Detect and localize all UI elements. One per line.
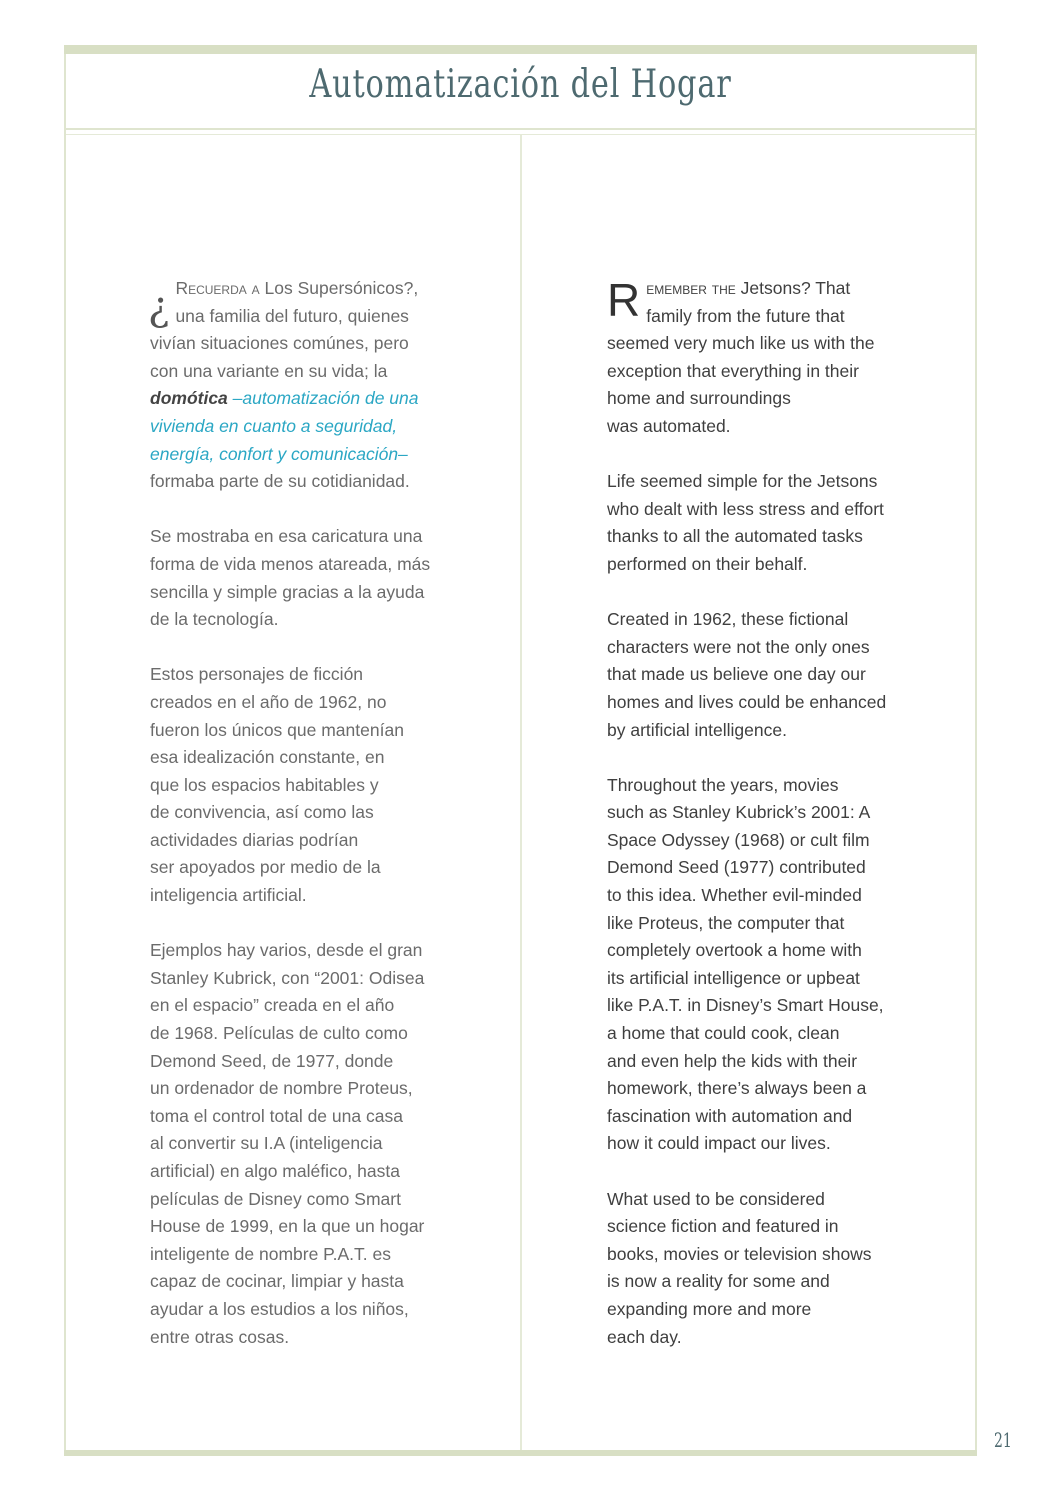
text-line: formaba parte de su cotidianidad. [150,471,410,492]
english-paragraph-5 [607,1186,907,1352]
english-paragraph-3 [607,606,907,744]
title-rule [66,128,975,130]
frame-right-border [975,54,977,1450]
text-line: artificial) en algo maléfico, hasta [150,1161,400,1181]
english-column [607,275,907,1379]
text-line: characters were not the only ones [607,636,870,657]
text-line: What used to be considered [607,1188,825,1209]
text-line: fueron los únicos que mantenían [150,719,404,740]
text-line: a home that could cook, clean [607,1023,840,1044]
english-paragraph-4 [607,772,907,1158]
spanish-paragraph-4 [150,937,450,1351]
text-line: de 1968. Películas de culto como [150,1023,408,1044]
page-title: Automatización del Hogar [309,62,732,107]
text-line: Demond Seed (1977) contributed [607,857,866,878]
spanish-dropcap: ¿ [148,284,170,330]
english-paragraph-1 [607,275,907,441]
text-line: creados en el año de 1962, no [150,691,387,712]
text-fragment: Jetsons? That [735,278,851,298]
spanish-paragraph-2 [150,523,450,633]
text-line: how it could impact our lives. [607,1133,831,1154]
text-line: homework, there’s always been a [607,1078,867,1099]
text-line: science fiction and featured in [607,1216,839,1237]
text-line: is now a reality for some and [607,1271,830,1292]
text-line: capaz de cocinar, limpiar y hasta [150,1271,404,1292]
text-line: inteligente de nombre P.A.T. es [150,1243,391,1264]
text-line: Created in 1962, these fictional [607,609,849,630]
text-line: esa idealización constante, en [150,747,385,768]
page-number: 21 [994,1428,1012,1452]
definition-highlight: vivienda en cuanto a seguridad, [150,415,398,436]
definition-highlight: –automatización de una [227,388,419,409]
text-line: entre otras cosas. [150,1326,290,1347]
text-line: thanks to all the automated tasks [607,526,863,547]
text-line: de convivencia, así como las [150,802,374,823]
text-line: con una variante en su vida; la [150,360,388,381]
text-line: exception that everything in their [607,360,859,381]
column-divider [520,135,522,1450]
text-line: like Proteus, the computer that [607,912,845,933]
text-line: House de 1999, en la que un hogar [150,1216,425,1237]
smallcaps-lead: emember the [646,278,736,298]
spanish-column [150,275,450,1379]
text-line: each day. [607,1326,682,1347]
text-line: to this idea. Whether evil-minded [607,885,862,906]
text-line: Se mostraba en esa caricatura una [150,526,423,547]
text-line: Ejemplos hay varios, desde el gran [150,940,423,961]
text-line: seemed very much like us with the [607,333,875,354]
text-line: películas de Disney como Smart [150,1188,401,1209]
frame-top-bar [64,45,977,54]
spanish-paragraph-3 [150,661,450,909]
english-dropcap: R [607,274,641,326]
text-line: ayudar a los estudios a los niños, [150,1298,409,1319]
text-line: una familia del futuro, quienes [175,305,409,326]
text-line: homes and lives could be enhanced [607,691,887,712]
text-line: home and surroundings [607,388,791,409]
text-line: who dealt with less stress and effort [607,498,884,519]
text-line: fascination with automation and [607,1105,853,1126]
text-line: like P.A.T. in Disney’s Smart House, [607,995,884,1016]
text-line [150,275,450,303]
text-line: Estos personajes de ficción [150,664,364,685]
text-line: sencilla y simple gracias a la ayuda [150,581,425,602]
text-line: ser apoyados por medio de la [150,857,381,878]
text-line: en el espacio” creada en el año [150,995,395,1016]
text-line: Life seemed simple for the Jetsons [607,471,878,492]
text-line: performed on their behalf. [607,553,808,574]
text-line: that made us believe one day our [607,664,866,685]
text-line: expanding more and more [607,1298,812,1319]
text-line [150,385,450,413]
smallcaps-lead: Recuerda a [175,278,260,298]
frame-left-border [64,54,66,1450]
text-line: such as Stanley Kubrick’s 2001: A [607,802,871,823]
english-paragraph-2 [607,468,907,578]
text-line: Space Odyssey (1968) or cult film [607,829,870,850]
text-line: its artificial intelligence or upbeat [607,967,860,988]
text-fragment: Los Supersónicos?, [259,278,419,298]
text-line: toma el control total de una casa [150,1105,403,1126]
domotica-term: domótica [150,388,228,409]
text-line: by artificial intelligence. [607,719,787,740]
text-line: actividades diarias podrían [150,829,359,850]
text-line: books, movies or television shows [607,1243,872,1264]
text-line: un ordenador de nombre Proteus, [150,1078,413,1099]
text-line: Throughout the years, movies [607,774,839,795]
spanish-paragraph-1 [150,275,450,496]
text-line: que los espacios habitables y [150,774,379,795]
text-line: vivían situaciones comúnes, pero [150,333,409,354]
text-line [607,275,907,303]
text-line: forma de vida menos atareada, más [150,553,431,574]
text-line: de la tecnología. [150,609,279,630]
text-line: was automated. [607,415,731,436]
text-line: inteligencia artificial. [150,885,307,906]
definition-highlight: energía, confort y comunicación– [150,443,408,464]
text-line: completely overtook a home with [607,940,862,961]
text-line: family from the future that [646,305,845,326]
frame-bottom-bar [64,1450,977,1456]
text-line: Demond Seed, de 1977, donde [150,1050,394,1071]
text-line: al convertir su I.A (inteligencia [150,1133,383,1154]
text-line: and even help the kids with their [607,1050,858,1071]
text-line: Stanley Kubrick, con “2001: Odisea [150,967,425,988]
